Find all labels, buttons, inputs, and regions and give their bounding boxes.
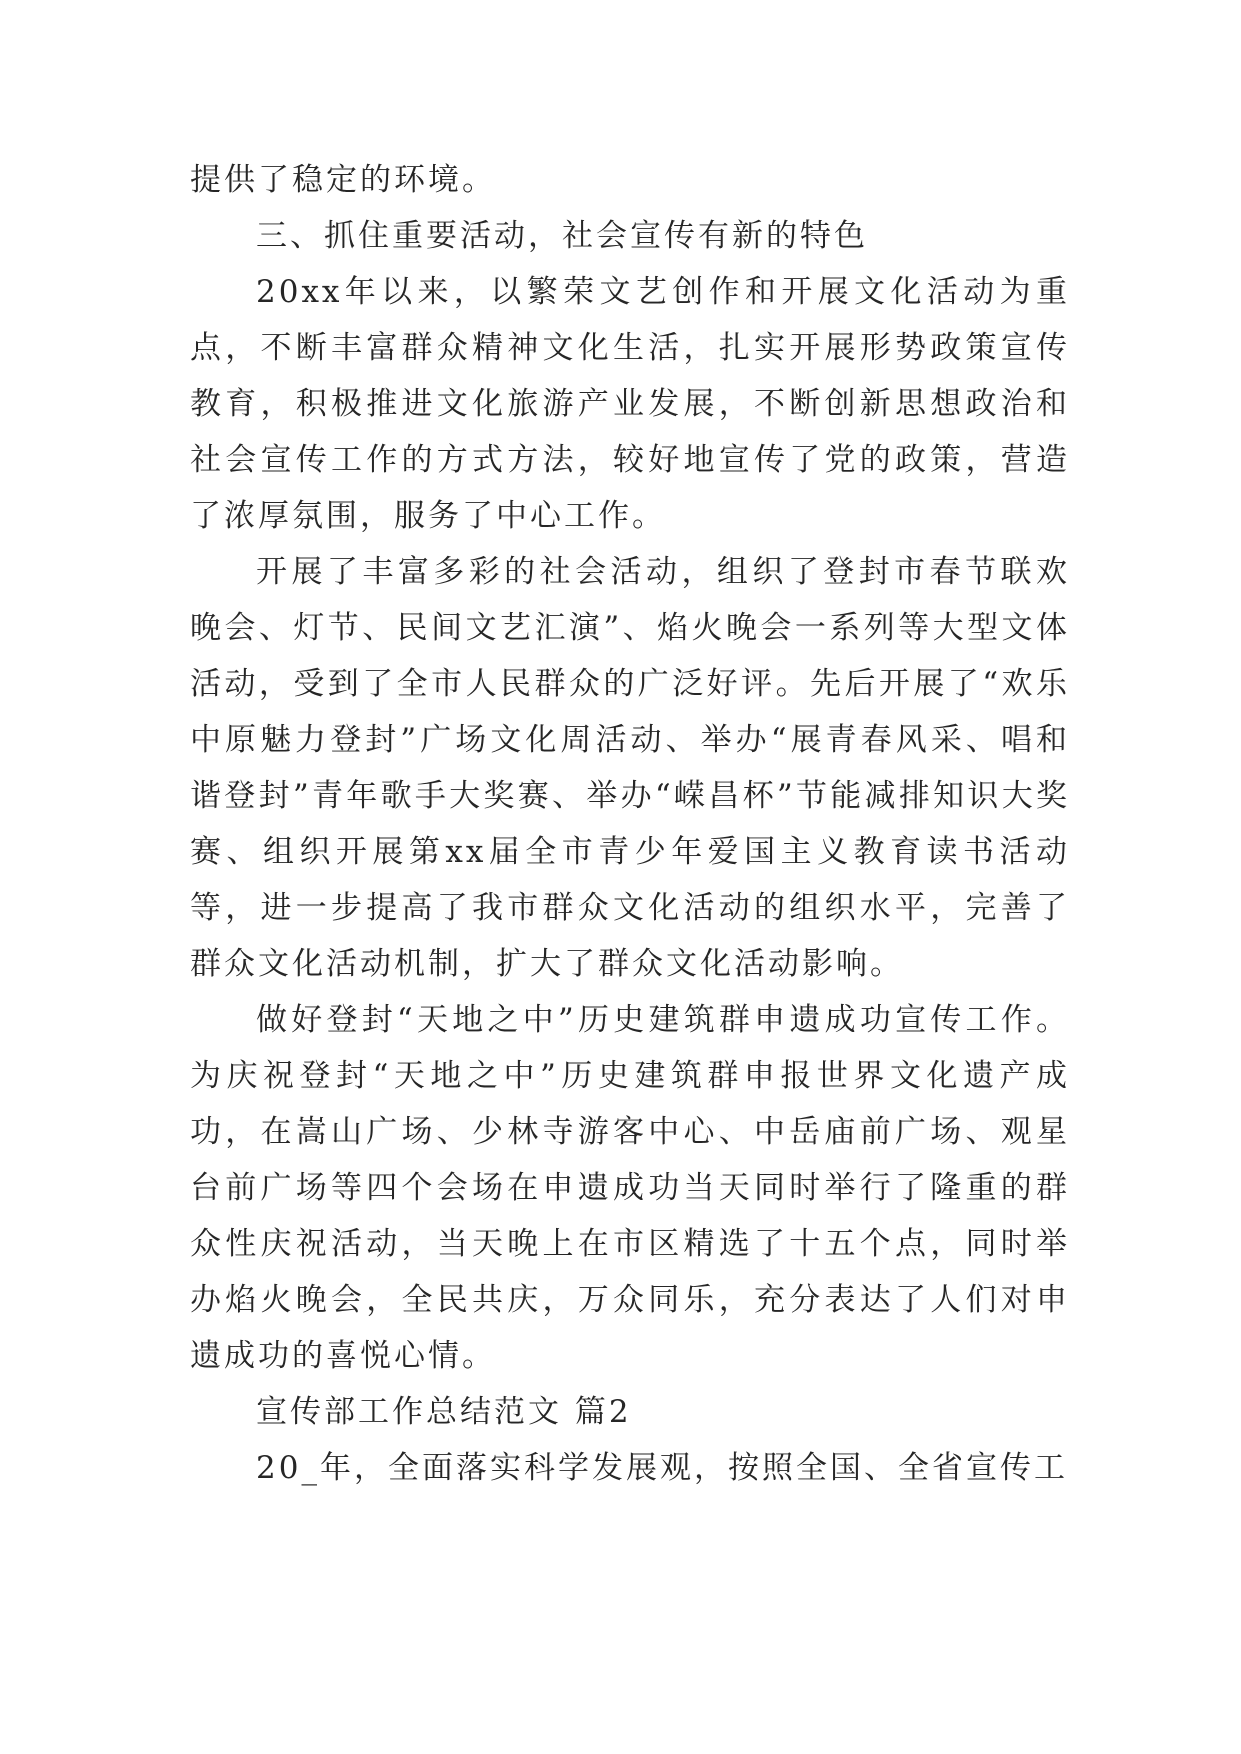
paragraph-part-two-intro: 20_年，全面落实科学发展观，按照全国、全省宣传工 xyxy=(256,1450,1068,1486)
article-title-part-two: 宣传部工作总结范文 篇2 xyxy=(256,1394,632,1430)
paragraph-continuation: 提供了稳定的环境。 xyxy=(190,162,496,198)
document-body xyxy=(190,152,1070,1496)
paragraph-heritage-celebration: 做好登封“天地之中”历史建筑群申遗成功宣传工作。为庆祝登封“天地之中”历史建筑群申报世界文化遗产成功，在嵩山广场、少林寺游客中心、中岳庙前广场、观星台前广场等四个会场在申遗成功当天同时举行了隆重的群众性庆祝活动，当天晚上在市区精选了十五个点，同时举办焰火晚会，全民共庆，万众同乐，充分表达了人们对申遗成功的喜悦心情。 xyxy=(190,1002,1070,1374)
paragraph-social-activities: 开展了丰富多彩的社会活动，组织了登封市春节联欢晚会、灯节、民间文艺汇演”、焰火晚会一系列等大型文体活动，受到了全市人民群众的广泛好评。先后开展了“欢乐中原魅力登封”广场文化周活动、举办“展青春风采、唱和谐登封”青年歌手大奖赛、举办“嵘昌杯”节能减排知识大奖赛、组织开展第xx届全市青少年爱国主义教育读书活动等，进一步提高了我市群众文化活动的组织水平，完善了群众文化活动机制，扩大了群众文化活动影响。 xyxy=(190,554,1070,982)
section-heading-three: 三、抓住重要活动，社会宣传有新的特色 xyxy=(256,218,868,254)
paragraph-culture-overview: 20xx年以来，以繁荣文艺创作和开展文化活动为重点，不断丰富群众精神文化生活，扎实开展形势政策宣传教育，积极推进文化旅游产业发展，不断创新思想政治和社会宣传工作的方式方法，较好地宣传了党的政策，营造了浓厚氛围，服务了中心工作。 xyxy=(190,274,1070,534)
